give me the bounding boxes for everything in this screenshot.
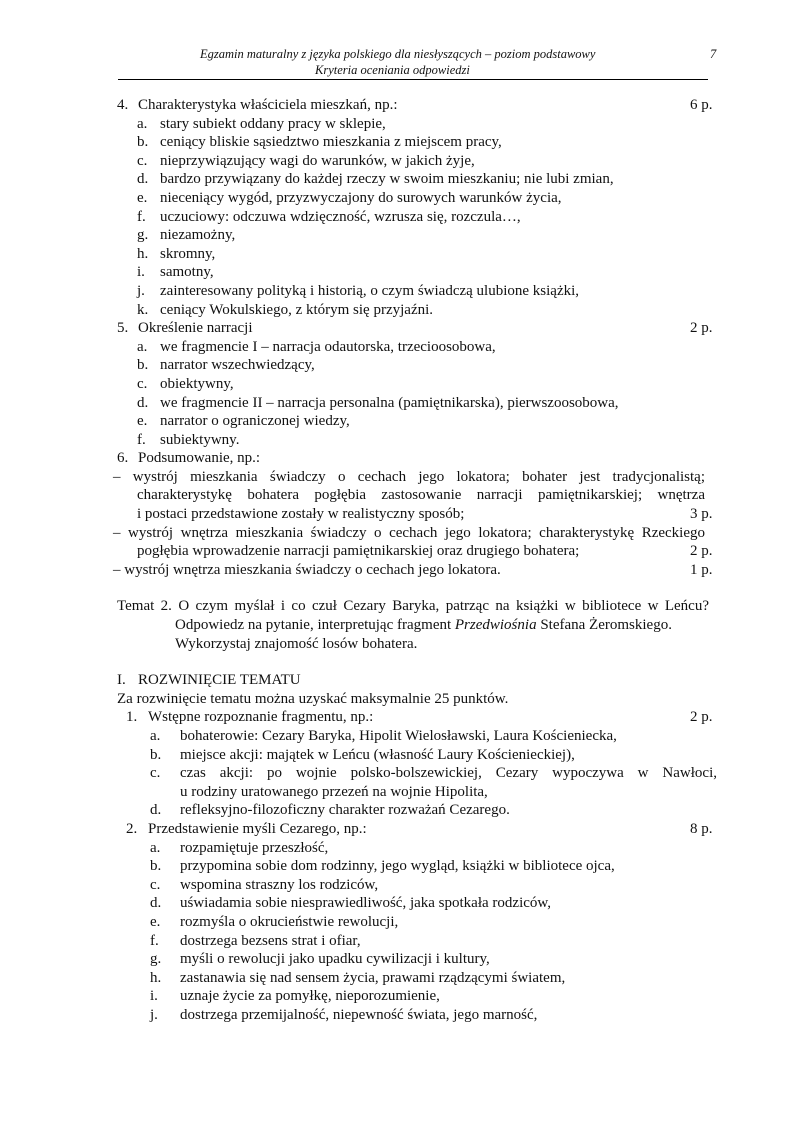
section-intro: Za rozwinięcie tematu można uzyskać maksymalnie 25 punktów. — [117, 690, 509, 707]
list-item — [117, 412, 717, 431]
subcriterion-1 — [117, 708, 717, 727]
list-item-letter: d. — [137, 171, 149, 188]
criterion-number: 2. — [126, 820, 138, 837]
list-item-letter: c. — [137, 152, 148, 169]
section-heading — [117, 671, 717, 690]
page-header — [0, 47, 794, 79]
page-number: 7 — [710, 47, 717, 61]
list-item-letter: d. — [150, 895, 162, 912]
summary-a-line: – wystrój mieszkania świadczy o cechach jego lokatora; bohater jest tradycjonalistą; — [113, 468, 705, 485]
list-item: b. miejsce akcji: majątek w Leńcu (własność Laury Kościenieckiej), — [150, 746, 575, 763]
list-item — [117, 987, 717, 1006]
list-item: d. refleksyjno-filozoficzny charakter rozważań Cezarego. — [150, 802, 510, 819]
list-item-text: ceniący Wokulskiego, z którym się przyjaźni. — [160, 301, 434, 318]
list-item-text: rozmyśla o okrucieństwie rewolucji, — [180, 913, 399, 930]
list-item-text: ceniący bliskie sąsiedztwo mieszkania z miejscem pracy, — [160, 134, 502, 151]
list-item — [117, 876, 717, 895]
list-item-letter: i. — [150, 988, 158, 1005]
list-item-letter: j. — [150, 1006, 158, 1023]
list-item-text: zainteresowany polityką i historią, o czym świadczą ulubione książki, — [160, 282, 580, 299]
topic-line: Temat 2. O czym myślał i co czuł Cezary Baryka, patrząc na książki w bibliotece w Leńcu? — [117, 598, 709, 615]
book-title: Przedwiośnia — [454, 617, 537, 634]
header-subtitle: Kryteria oceniania odpowiedzi — [315, 63, 470, 77]
list-item — [117, 301, 717, 320]
criterion-number: 4. — [117, 97, 129, 113]
list-item — [117, 245, 717, 264]
list-item: a. bohaterowie: Cezary Baryka, Hipolit Wielosławski, Laura Kościeniecka, — [150, 728, 617, 744]
list-item — [117, 356, 717, 375]
list-item-text: u rodziny uratowanego przezeń na wojnie Hipolita, — [180, 783, 488, 800]
criterion-4-list — [117, 115, 717, 320]
list-item — [117, 894, 717, 913]
list-item-letter: e. — [137, 189, 148, 206]
summary-a-last — [117, 505, 717, 524]
criterion-text: Wstępne rozpoznanie fragmentu, np.: — [148, 709, 374, 726]
summary-a-line: charakterystykę bohatera pogłębia zastosowanie narracji pamiętnikarskiej; wnętrza — [137, 487, 705, 504]
summary-a-points: 3 p. — [690, 506, 713, 523]
list-item-text: myśli o rewolucji jako upadku cywilizacji i kultury, — [180, 951, 490, 968]
list-item-text: we fragmencie I – narracja odautorska, trzecioosobowa, — [160, 338, 496, 355]
list-item — [117, 189, 717, 208]
summary-a-line: i postaci przedstawione zostały w realistyczny sposób; — [137, 506, 465, 523]
list-item — [117, 115, 717, 134]
summary-b-line: – wystrój wnętrza mieszkania świadczy o cechach jego lokatora; charakterystykę Rzeckiego — [113, 524, 705, 541]
list-item-letter: c. — [137, 375, 148, 392]
list-item — [117, 950, 717, 969]
list-item — [117, 932, 717, 951]
list-item-letter: d. — [137, 394, 149, 411]
list-item-text: wspomina straszny los rodziców, — [180, 876, 379, 893]
summary-c — [113, 561, 717, 580]
list-item-letter: a. — [150, 839, 161, 856]
criterion-points: 2 p. — [690, 320, 713, 337]
list-item-text: uświadamia sobie niesprawiedliwość, jaka spotkała rodziców, — [180, 895, 552, 912]
list-item — [117, 839, 717, 858]
list-item-letter: e. — [150, 913, 161, 930]
summary-b-points: 2 p. — [690, 543, 713, 560]
list-item-letter: g. — [150, 951, 162, 968]
list-item-letter: e. — [137, 413, 148, 430]
summary-c-points: 1 p. — [690, 561, 713, 578]
header-title: Egzamin maturalny z języka polskiego dla niesłyszących – poziom podstawowy — [200, 47, 596, 61]
list-item — [117, 263, 717, 282]
list-item-text: niezamożny, — [160, 227, 236, 244]
list-item-text: nieceniący wygód, przyzwyczajony do surowych warunków życia, — [160, 189, 562, 206]
list-item — [117, 1006, 717, 1025]
list-item-text: bardzo przywiązany do każdej rzeczy w swoim mieszkaniu; nie lubi zmian, — [160, 171, 614, 188]
list-item-text: narrator wszechwiedzący, — [160, 357, 315, 374]
list-item-text: zastanawia się nad sensem życia, prawami rządzącymi światem, — [180, 969, 566, 986]
list-item — [117, 338, 717, 357]
list-item-letter: h. — [137, 245, 149, 262]
list-item-letter: a. — [137, 338, 148, 355]
criterion-number: 6. — [117, 450, 129, 467]
criterion-points: 2 p. — [690, 709, 713, 726]
list-item — [117, 170, 717, 189]
list-item-text: nieprzywiązujący wagi do warunków, w jakich żyje, — [160, 152, 475, 169]
list-item-letter: k. — [137, 301, 149, 318]
list-item — [117, 857, 717, 876]
list-item-text: samotny, — [160, 264, 214, 281]
topic-text: Odpowiedz na pytanie, interpretując fragment — [175, 617, 452, 634]
criterion-number: 5. — [117, 320, 129, 337]
list-item-letter: i. — [137, 264, 145, 281]
criterion-points: 8 p. — [690, 820, 713, 837]
list-item — [117, 431, 717, 450]
document-body — [113, 96, 717, 1025]
list-item-letter: g. — [137, 227, 149, 244]
list-item — [117, 133, 717, 152]
list-item — [117, 208, 717, 227]
criterion-text: Przedstawienie myśli Cezarego, np.: — [148, 820, 367, 837]
criterion-text: Podsumowanie, np.: — [138, 450, 261, 467]
list-item-letter: j. — [137, 282, 145, 299]
list-item-text: czas akcji: po wojnie polsko-bolszewickiej, Cezary wypoczywa w Nawłoci, — [180, 765, 717, 782]
list-item-letter: h. — [150, 969, 162, 986]
list-item-letter: f. — [150, 932, 159, 949]
list-item-text: rozpamiętuje przeszłość, — [180, 839, 329, 856]
list-item — [117, 969, 717, 988]
list-item-letter: b. — [137, 134, 149, 151]
list-item-letter: b. — [137, 357, 149, 374]
topic-line — [175, 616, 717, 635]
list-item-text: dostrzega bezsens strat i ofiar, — [180, 932, 361, 949]
list-item-text: obiektywny, — [160, 375, 234, 392]
list-item-letter: f. — [137, 431, 146, 448]
summary-b-line: pogłębia wprowadzenie narracji pamiętnikarskiej oraz drugiego bohatera; — [137, 543, 580, 560]
section-number: I. — [117, 672, 126, 689]
list-item-letter: f. — [137, 208, 146, 225]
list-item-text: skromny, — [160, 245, 216, 262]
list-item-text: we fragmencie II – narracja personalna (pamiętnikarska), pierwszoosobowa, — [160, 394, 619, 411]
topic-line: Wykorzystaj znajomość losów bohatera. — [175, 635, 418, 652]
criterion-5 — [117, 319, 717, 338]
list-item-text: dostrzega przemijalność, niepewność świata, jego marność, — [180, 1006, 538, 1023]
list-item — [117, 152, 717, 171]
section-title: ROZWINIĘCIE TEMATU — [138, 672, 301, 689]
list-item-text: uczuciowy: odczuwa wdzięczność, wzrusza się, rozczula…, — [160, 208, 521, 225]
list-item — [117, 375, 717, 394]
topic-text: Stefana Żeromskiego. — [540, 617, 672, 634]
list-item-text: subiektywny. — [160, 431, 240, 448]
list-item-text: bohaterowie: Cezary Baryka, Hipolit Wielosławski, Laura Kościeniecka, — [180, 728, 617, 744]
list-item — [117, 226, 717, 245]
list-item — [117, 394, 717, 413]
list-item-letter: b. — [150, 858, 162, 875]
subcriterion-2-list — [117, 839, 717, 1025]
list-item-text: refleksyjno-filozoficzny charakter rozważań Cezarego. — [180, 802, 510, 819]
list-item-text: stary subiekt oddany pracy w sklepie, — [160, 115, 386, 132]
list-item-text: miejsce akcji: majątek w Leńcu (własność Laury Kościenieckiej), — [180, 746, 575, 763]
criterion-text: Charakterystyka właściciela mieszkań, np.: — [138, 97, 398, 113]
criterion-4 — [117, 96, 717, 115]
criterion-points: 6 p. — [690, 97, 713, 113]
list-item-text: narrator o ograniczonej wiedzy, — [160, 413, 350, 430]
list-item-letter: c. — [150, 876, 161, 893]
summary-c-line: – wystrój wnętrza mieszkania świadczy o cechach jego lokatora. — [113, 561, 501, 578]
list-item-text: uznaje życie za pomyłkę, nieporozumienie, — [180, 988, 440, 1005]
criterion-text: Określenie narracji — [138, 320, 253, 337]
header-rule — [118, 79, 708, 80]
list-item: c. czas akcji: po wojnie polsko-bolszewickiej, Cezary wypoczywa w Nawłoci, — [150, 765, 717, 782]
summary-b-last — [117, 542, 717, 561]
subcriterion-2 — [117, 820, 717, 839]
list-item — [117, 282, 717, 301]
list-item-continuation — [117, 783, 717, 802]
criterion-number: 1. — [126, 709, 138, 726]
list-item-text: przypomina sobie dom rodzinny, jego wygląd, książki w bibliotece ojca, — [180, 858, 615, 875]
criterion-6 — [117, 449, 717, 468]
list-item-letter: a. — [137, 115, 148, 132]
list-item — [117, 913, 717, 932]
criterion-5-list — [117, 338, 717, 450]
